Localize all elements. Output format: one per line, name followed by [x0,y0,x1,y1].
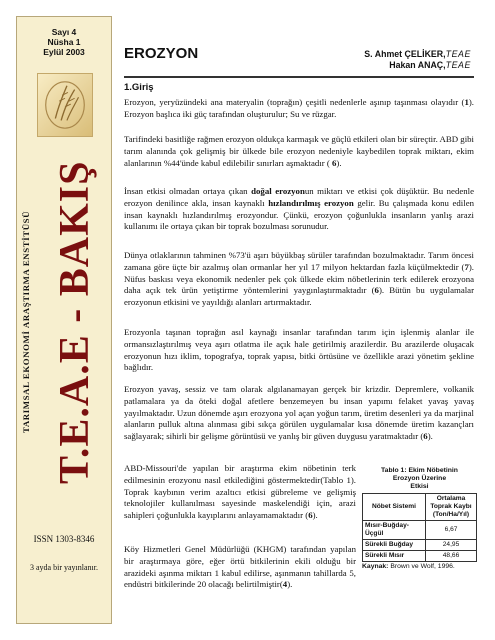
vertical-titles [17,157,113,487]
row-value: 24,95 [426,540,477,551]
paragraph-1: Erozyon, yeryüzündeki ana materyalin (toprağın) çeşitli nedenlerle aşınıp taşınması olayıdır (1). Erozyon başlıca iki güç tarafından oluşturulur; Su ve rüzgar. [124,97,474,119]
row-system: Sürekli Mısır [363,551,426,562]
author-2 [364,60,471,71]
issue-number: Sayı 4 [51,27,77,37]
journal-title: T.E.A.E - BAKIŞ [52,160,98,484]
sidebar-panel [16,16,112,624]
row-value: 6,67 [426,521,477,540]
source-label: Kaynak: [362,563,389,570]
table-title [362,467,477,491]
rotation-table [362,493,477,562]
column-header-system: Nöbet Sistemi [363,494,426,521]
issn-number: ISSN 1303-8346 [33,534,95,544]
paragraph-3: İnsan etkisi olmadan ortaya çıkan doğal erozyonun miktarı ve etkisi çok düşüktür. Bu nedenle erozyon denilince akla, insan kaynaklı hızlandırılmış erozyon gelir. Bu çalışmada konu edilen insan kaynaklı hızlandırılmış erozyondur. Çünkü, erozyon çoğunlukla insanların yanlış arazi kullanımı ile ortaya çıkan bir toprak bozulması sorunudur. [124,186,474,232]
row-value: 48,66 [426,551,477,562]
section-heading: 1.Giriş [124,82,154,93]
paragraph-7: ABD-Missouri'de yapılan bir araştırma ekim nöbetinin terk edilmesinin erozyonu nasıl etkilediğini göstermektedir(Tablo 1). Toprak kaybının verim azaltıcı etkisi gübreleme ve gelişmiş teknolojiler kullanılması sayesinde maskelendiği için, arazi sahipleri çoğunlukla kayıplarını anlayamamaktadır (6). [124,463,356,521]
table-row [363,540,477,551]
institute-name: TARIMSAL EKONOMİ ARAŞTIRMA ENSTİTÜSÜ [21,210,31,434]
author-1 [364,49,471,60]
authors-block [364,49,471,71]
table-1 [362,467,477,570]
paragraph-4: Dünya otlaklarının tahminen %73'ü aşırı büyükbaş sürüler tarafından bozulmaktadır. Tarım öncesi zamana göre üçte bir azalmış olan ormanlar her yıl 17 milyon hektardan fazla küçülmektedir (7). Nüfus baskısı veya ekonomik nedenler pek çok ülkede ekim nöbetlerinin terk edilerek erozyona daha açık tek ürün yetiştirme yöntemlerini yaygınlaştırmaktadır (6). Bütün bu uygulamalar erozyonun etkisini ve yayıldığı alanları artırmaktadır. [124,250,474,308]
table-row [363,521,477,540]
table-title-line-1: Tablo 1: Ekim Nöbetinin [381,467,458,474]
journal-logo [37,73,93,137]
paragraph-2: Tarifindeki basitliğe rağmen erozyon oldukça karmaşık ve güçlü etkileri olan bir süreçtir. ABD gibi tarım alanında çok gelişmiş bir ülkede bile erozyon nedeniyle kaybedilen toprak miktarı, ekim alanlarının %44'ünde kabul edilebilir sınırları aşmaktadır ( 6). [124,134,474,168]
table-title-line-3: Etkisi [410,483,429,490]
table-row [363,551,477,562]
wheat-logo-icon [38,74,92,136]
table-source [362,563,477,570]
article-title: EROZYON [124,45,199,62]
header-divider [124,76,474,78]
row-system: Mısır-Buğday-Üçgül [363,521,426,540]
paragraph-6: Erozyon yavaş, sessiz ve tam olarak algılanamayan gerçek bir krizdir. Depremlere, volkanik patlamalara ya da öteki doğal afetlere benzemeyen bu insan yapımı felaket yavaş yavaş yayılmaktadır. Uzun dönemde aşırı erozyona yol açan yoğun tarım, üretim desenleri ya da marjinal alanların pulluk altına alınması gibi sıkça görülen uygulamalar kısa dönemde üretim kazançları sağlayarak; sihirli bir gelişme görüntüsü ve yanlış bir güven duygusu yaratmaktadır (6). [124,384,474,442]
table-title-line-2: Erozyon Üzerine [392,475,447,482]
row-system: Sürekli Buğday [363,540,426,551]
issue-copy: Nüsha 1 [47,37,81,47]
issue-date: Eylül 2003 [43,47,85,57]
paragraph-8: Köy Hizmetleri Genel Müdürlüğü (KHGM) tarafından yapılan bir araştırmaya göre, eğer örtü bitkilerinin ekili olduğu bir arazideki aşınma miktarı 1 kabul edilirse, aşınmanın tahillarda 5, endüstri bitkilerinde 20 olacağı belirtilmiştir(4). [124,544,356,590]
author-1-name: S. Ahmet ÇELİKER, [364,49,446,59]
source-text: Brown ve Wolf, 1996. [390,563,455,570]
table-header-row [363,494,477,521]
author-2-name: Hakan ANAÇ, [389,60,446,70]
author-2-org: TEAE [445,60,471,70]
author-1-org: TEAE [445,49,471,59]
issue-info [17,27,111,57]
paragraph-5: Erozyonla taşınan toprağın asıl kaynağı insanlar tarafından tarım için işlenmiş alanlar ile ormansızlaştırılmış veya aşırı otlatma ile açık hale getirilmiş arazilerdir. Bu arazilerde oluşacak erozyonun hızı iklim, topografya, toprak yapısı, bitki örtüsüne ve özellikle arazi yönetim şekline bağlıdır. [124,327,474,373]
publication-frequency: 3 ayda bir yayınlanır. [30,563,98,572]
column-header-loss: Ortalama Toprak Kaybı (Ton/Ha/Yıl) [426,494,477,521]
